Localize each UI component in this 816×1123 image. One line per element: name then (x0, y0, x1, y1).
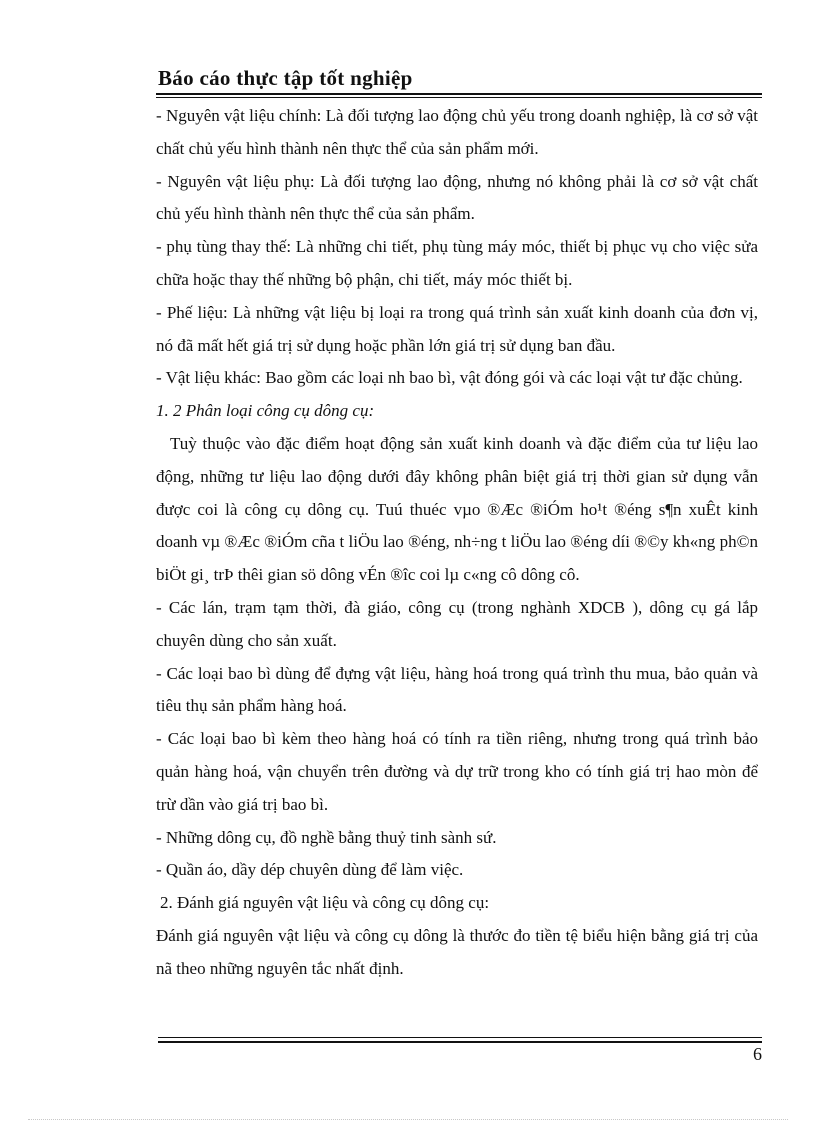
document-body (156, 100, 758, 986)
paragraph-valuation: Đánh giá nguyên vật liệu và công cụ dông là thước đo tiền tệ biểu hiện bằng giá trị của nã theo những nguyên tắc nhất định. (156, 925, 758, 978)
paragraph-main-materials: - Nguyên vật liệu chính: Là đối tượng lao động chủ yếu trong doanh nghiệp, là cơ sở vật chất chủ yếu hình thành nên thực thể của sản phẩm mới. (156, 106, 758, 158)
paragraph-scrap: - Phế liệu: Là những vật liệu bị loại ra trong quá trình sản xuất kinh doanh của đơn vị, nó đã mất hết giá trị sử dụng hoặc phần lớn giá trị sử dụng ban đầu. (156, 302, 758, 355)
paragraph-spare-parts: - phụ tùng thay thế: Là những chi tiết, phụ tùng máy móc, thiết bị phục vụ cho việc sửa chữa hoặc thay thế những bộ phận, chi tiết, máy móc thiết bị. (156, 237, 758, 289)
paragraph-other-materials: - Vật liệu khác: Bao gồm các loại nh bao bì, vật đóng gói và các loại vật tư đặc chủng. (156, 368, 743, 388)
footer-rule (158, 1041, 762, 1043)
paragraph-tools-intro: Tuỳ thuộc vào đặc điểm hoạt động sản xuất kinh doanh và đặc điểm của tư liệu lao động, những tư liệu lao động dưới đây không phân biệt giá trị thời gian sử dụng vẫn được coi là công cụ dông cụ. Tuú thuéc vµo ®Æc ®iÓm ho¹t ®éng s¶n xuÊt kinh doanh vµ ®Æc ®iÓm cña t liÖu lao ®éng, nh÷ng t liÖu lao ®éng díi ®©y kh«ng ph©n biÖt gi¸ trÞ thêi gian sö dông vÉn ®îc coi lµ c«ng cô dông cô. (156, 433, 758, 585)
footer-rule-thin (158, 1037, 762, 1038)
header-rule-thin (156, 97, 762, 98)
header-rule (156, 93, 762, 95)
paragraph-glassware: - Những dông cụ, đồ nghề bằng thuỷ tinh sành sứ. (156, 827, 497, 847)
header-title: Báo cáo thực tập tốt nghiệp (158, 66, 413, 90)
paragraph-auxiliary-materials: - Nguyên vật liệu phụ: Là đối tượng lao động, nhưng nó không phải là cơ sở vật chất chủ yếu hình thành nên thực thể của sản phẩm. (156, 171, 758, 224)
section-heading-valuation: 2. Đánh giá nguyên vật liệu và công cụ dông cụ: (160, 893, 490, 913)
page-number: 6 (753, 1044, 762, 1064)
paragraph-scaffolding: - Các lán, trạm tạm thời, đà giáo, công cụ (trong nghành XDCB ), dông cụ gá lắp chuyên dùng cho sản xuất. (156, 597, 758, 650)
paragraph-workwear: - Quần áo, dầy dép chuyên dùng để làm việc. (156, 860, 464, 880)
page-edge-divider (28, 1119, 788, 1120)
paragraph-packaging: - Các loại bao bì dùng để đựng vật liệu, hàng hoá trong quá trình thu mua, bảo quản và tiêu thụ sản phẩm hàng hoá. (156, 663, 758, 716)
section-heading-tools: 1. 2 Phân loại công cụ dông cụ: (156, 401, 375, 421)
paragraph-packaging-priced: - Các loại bao bì kèm theo hàng hoá có tính ra tiền riêng, nhưng trong quá trình bảo quản hàng hoá, vận chuyển trên đường và dự trữ trong kho có tính giá trị hao mòn để trừ dần vào giá trị bao bì. (156, 729, 758, 814)
